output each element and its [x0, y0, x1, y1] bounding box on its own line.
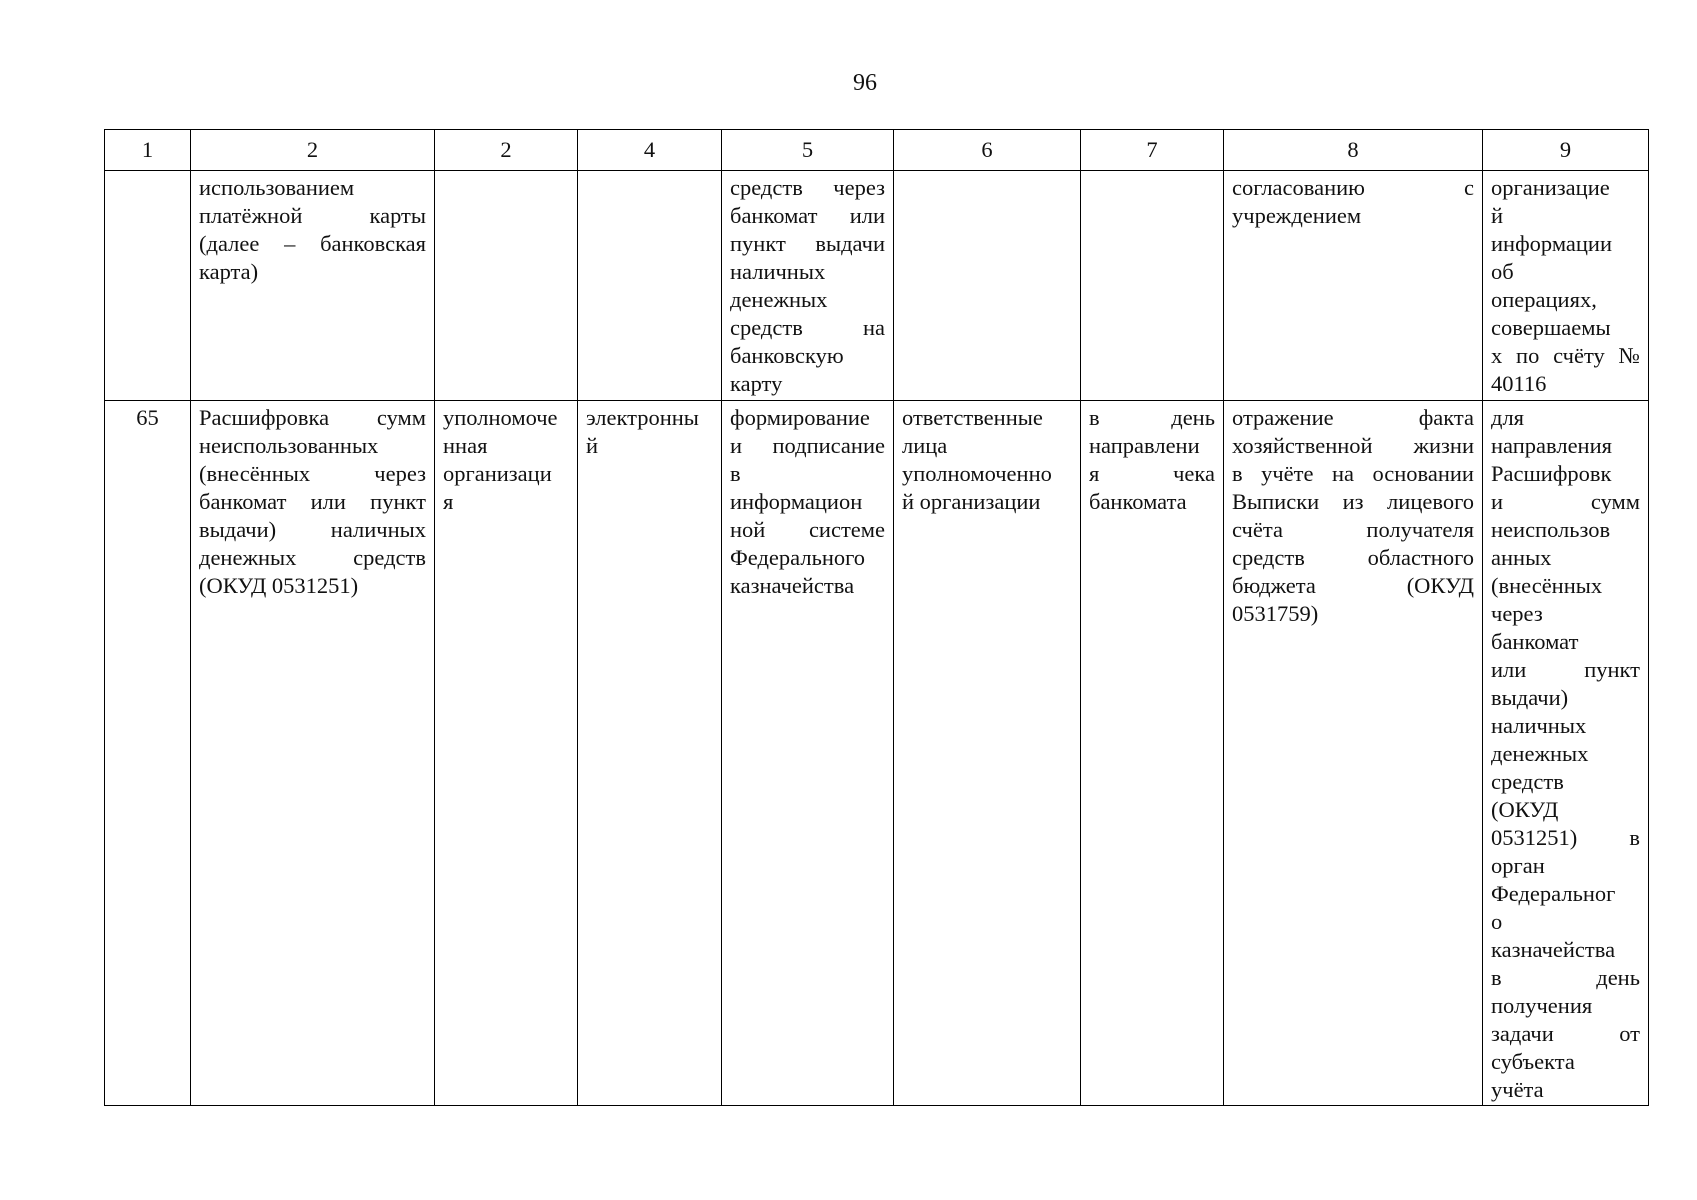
table-cell — [105, 171, 191, 401]
cell-text-line: хозяйственной жизни — [1232, 433, 1474, 458]
cell-text-line: 40116 — [1491, 371, 1547, 396]
cell-text-line: банкомат — [1491, 629, 1579, 654]
table-cell — [435, 171, 578, 401]
cell-text-line: и сумм — [1491, 489, 1640, 514]
cell-text-line: (далее – банковская — [199, 231, 426, 256]
cell-text-line: банкомат или пункт — [199, 489, 426, 514]
header-cell-1: 1 — [105, 130, 191, 171]
cell-text-line: для — [1491, 405, 1525, 430]
cell-text-line: неиспользованных — [199, 433, 379, 458]
table-cell — [894, 401, 1081, 1106]
cell-text-line: я чека — [1089, 461, 1215, 486]
cell-text-line: неиспользов — [1491, 517, 1611, 542]
header-cell-6: 6 — [894, 130, 1081, 171]
table-cell — [1224, 401, 1483, 1106]
table-cell — [1483, 401, 1649, 1106]
cell-text-line: согласованию с — [1232, 175, 1474, 200]
table-cell — [1483, 171, 1649, 401]
cell-text-line: в учёте на основании — [1232, 461, 1474, 486]
cell-text-line: наличных — [1491, 713, 1587, 738]
cell-text-line: 65 — [136, 405, 159, 430]
header-cell-7: 7 — [1081, 130, 1224, 171]
cell-text-line: через — [1491, 601, 1543, 626]
cell-text-line: учёта — [1491, 1077, 1544, 1102]
header-cell-9: 9 — [1483, 130, 1649, 171]
cell-text-line: в день — [1491, 965, 1640, 990]
cell-text-line: информации — [1491, 231, 1613, 256]
table-cell — [578, 401, 722, 1106]
header-cell-3: 2 — [435, 130, 578, 171]
cell-text-line: орган — [1491, 853, 1545, 878]
table-cell — [191, 171, 435, 401]
cell-text-line: выдачи) — [1491, 685, 1569, 710]
table-cell — [435, 401, 578, 1106]
cell-text-line: (ОКУД 0531251) — [199, 573, 359, 598]
cell-text-line: средств областного — [1232, 545, 1474, 570]
cell-text-line: пункт выдачи — [730, 231, 885, 256]
table-row — [105, 401, 1649, 1106]
cell-text-line: нная — [443, 433, 488, 458]
cell-text-line: х по счёту № — [1491, 343, 1640, 368]
cell-text-line: казначейства — [730, 573, 855, 598]
cell-text-line: в день — [1089, 405, 1215, 430]
cell-text-line: карта) — [199, 259, 259, 284]
cell-text-line: ответственные — [902, 405, 1043, 430]
cell-text-line: банкомат или — [730, 203, 885, 228]
table-cell — [894, 171, 1081, 401]
cell-text-line: денежных — [1491, 741, 1589, 766]
cell-text-line: уполномоче — [443, 405, 558, 430]
cell-text-line: направлени — [1089, 433, 1200, 458]
cell-text-line: платёжной карты — [199, 203, 426, 228]
header-cell-2: 2 — [191, 130, 435, 171]
cell-text-line: средств — [1491, 769, 1564, 794]
cell-text-line: субъекта — [1491, 1049, 1575, 1074]
table-cell — [105, 401, 191, 1106]
table-cell — [1081, 171, 1224, 401]
cell-text-line: Федеральног — [1491, 881, 1616, 906]
cell-text-line: информацион — [730, 489, 863, 514]
cell-text-line: лица — [902, 433, 948, 458]
table-cell — [722, 171, 894, 401]
header-cell-4: 4 — [578, 130, 722, 171]
header-row — [105, 130, 1649, 171]
cell-text-line: о — [1491, 909, 1503, 934]
cell-text-line: казначейства — [1491, 937, 1616, 962]
cell-text-line: средств через — [730, 175, 885, 200]
header-cell-8: 8 — [1224, 130, 1483, 171]
cell-text-line: использованием — [199, 175, 355, 200]
table-cell — [1081, 401, 1224, 1106]
cell-text-line: Расшифровк — [1491, 461, 1612, 486]
cell-text-line: выдачи) наличных — [199, 517, 426, 542]
cell-text-line: и подписание — [730, 433, 885, 458]
cell-text-line: или пункт — [1491, 657, 1640, 682]
cell-text-line: (внесённых через — [199, 461, 426, 486]
document-table — [104, 129, 1649, 1106]
cell-text-line: карту — [730, 371, 783, 396]
cell-text-line: учреждением — [1232, 203, 1362, 228]
table-cell — [578, 171, 722, 401]
cell-text-line: Расшифровка сумм — [199, 405, 426, 430]
cell-text-line: организаци — [443, 461, 552, 486]
table-row — [105, 171, 1649, 401]
cell-text-line: счёта получателя — [1232, 517, 1474, 542]
cell-text-line: совершаемы — [1491, 315, 1611, 340]
cell-text-line: получения — [1491, 993, 1593, 1018]
cell-text-line: Выписки из лицевого — [1232, 489, 1474, 514]
cell-text-line: средств на — [730, 315, 885, 340]
cell-text-line: задачи от — [1491, 1021, 1640, 1046]
cell-text-line: уполномоченно — [902, 461, 1052, 486]
cell-text-line: банковскую — [730, 343, 844, 368]
cell-text-line: наличных — [730, 259, 826, 284]
cell-text-line: 0531759) — [1232, 601, 1319, 626]
table-cell — [191, 401, 435, 1106]
cell-text-line: отражение факта — [1232, 405, 1474, 430]
page-number: 96 — [853, 70, 877, 96]
cell-text-line: денежных — [730, 287, 828, 312]
cell-text-line: бюджета (ОКУД — [1232, 573, 1474, 598]
cell-text-line: (внесённых — [1491, 573, 1603, 598]
cell-text-line: денежных средств — [199, 545, 426, 570]
cell-text-line: в — [730, 461, 741, 486]
cell-text-line: ной системе — [730, 517, 885, 542]
cell-text-line: й — [1491, 203, 1504, 228]
cell-text-line: й — [586, 433, 599, 458]
cell-text-line: анных — [1491, 545, 1552, 570]
table-cell — [722, 401, 894, 1106]
cell-text-line: Федерального — [730, 545, 866, 570]
cell-text-line: 0531251) в — [1491, 825, 1640, 850]
cell-text-line: формирование — [730, 405, 870, 430]
header-cell-5: 5 — [722, 130, 894, 171]
cell-text-line: электронны — [586, 405, 699, 430]
cell-text-line: об — [1491, 259, 1514, 284]
cell-text-line: банкомата — [1089, 489, 1187, 514]
cell-text-line: (ОКУД — [1491, 797, 1559, 822]
table-cell — [1224, 171, 1483, 401]
cell-text-line: организацие — [1491, 175, 1610, 200]
cell-text-line: й организации — [902, 489, 1041, 514]
cell-text-line: направления — [1491, 433, 1612, 458]
cell-text-line: я — [443, 489, 454, 514]
cell-text-line: операциях, — [1491, 287, 1597, 312]
